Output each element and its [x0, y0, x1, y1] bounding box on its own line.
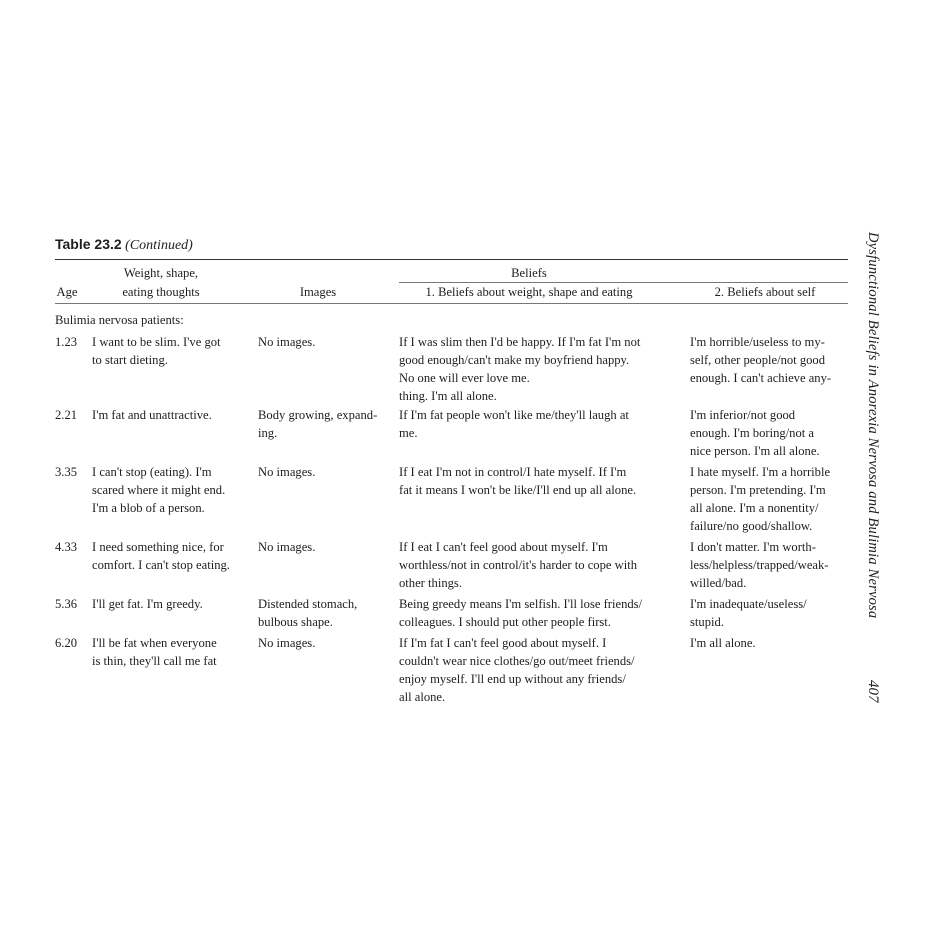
row-2-images	[258, 406, 386, 442]
row-1-beliefs-self-line: self, other people/not good	[690, 353, 826, 367]
row-5-beliefs-weight-line: colleagues. I should put other people first.	[399, 615, 611, 629]
row-4-age: 4.33	[55, 540, 78, 554]
row-5-images-line: Distended stomach,	[258, 597, 358, 611]
row-3-beliefs-self-line: failure/no good/shallow.	[690, 519, 813, 533]
row-4-beliefs-weight-line: If I eat I can't feel good about myself. I'm	[399, 540, 608, 554]
row-3-age: 3.35	[55, 465, 78, 479]
header-beliefs-weight: 1. Beliefs about weight, shape and eating	[425, 285, 633, 299]
row-2-images-line: ing.	[258, 426, 278, 440]
row-3-beliefs-self-line: I hate myself. I'm a horrible	[690, 465, 831, 479]
row-2-thoughts	[92, 406, 254, 424]
top-rule	[55, 259, 848, 260]
running-head	[863, 232, 885, 632]
row-2-beliefs-weight-line: If I'm fat people won't like me/they'll laugh at	[399, 408, 629, 422]
row-1-beliefs-self	[690, 333, 848, 387]
row-1-images	[258, 333, 386, 351]
table-number: Table 23.2	[55, 236, 122, 252]
row-5-beliefs-weight-line: Being greedy means I'm selfish. I'll lose friends/	[399, 597, 643, 611]
row-6-beliefs-weight	[399, 634, 684, 706]
row-4-thoughts	[92, 538, 254, 574]
row-2-age: 2.21	[55, 408, 78, 422]
row-4-thoughts-line: I need something nice, for	[92, 540, 224, 554]
row-1-beliefs-weight	[399, 333, 684, 405]
header-thoughts-line1: Weight, shape,	[123, 266, 199, 280]
row-1-beliefs-self-line: I'm horrible/useless to my-	[690, 335, 825, 349]
row-3-beliefs-self-line: person. I'm pretending. I'm	[690, 483, 826, 497]
row-3-images	[258, 463, 386, 481]
row-1-images-line: No images.	[258, 335, 316, 349]
row-3-beliefs-weight-line: If I eat I'm not in control/I hate myself. If I'm	[399, 465, 627, 479]
row-3-beliefs-self	[690, 463, 848, 535]
row-4-beliefs-weight	[399, 538, 684, 592]
header-bottom-rule	[55, 303, 848, 304]
row-3-beliefs-weight	[399, 463, 684, 499]
page-number	[863, 680, 885, 720]
row-3-thoughts-line: I can't stop (eating). I'm	[92, 465, 212, 479]
row-2-images-line: Body growing, expand-	[258, 408, 378, 422]
row-3-thoughts-line: scared where it might end.	[92, 483, 226, 497]
row-6-thoughts	[92, 634, 254, 670]
row-6-beliefs-self	[690, 634, 848, 652]
row-1-beliefs-weight-line: No one will ever love me.	[399, 371, 530, 385]
row-4-beliefs-self	[690, 538, 848, 592]
row-6-thoughts-line: I'll be fat when everyone	[92, 636, 217, 650]
row-1-beliefs-weight-line: If I was slim then I'd be happy. If I'm fat I'm not	[399, 335, 641, 349]
row-1-beliefs-weight-line: good enough/can't make my boyfriend happy.	[399, 353, 630, 367]
row-1-thoughts-line: to start dieting.	[92, 353, 168, 367]
row-1-thoughts	[92, 333, 254, 369]
section-label: Bulimia nervosa patients:	[55, 313, 184, 327]
row-4-beliefs-self-line: willed/bad.	[690, 576, 747, 590]
row-4-beliefs-self-line: less/helpless/trapped/weak-	[690, 558, 829, 572]
row-6-beliefs-weight-line: enjoy myself. I'll end up without any friends/	[399, 672, 626, 686]
row-4-beliefs-weight-line: other things.	[399, 576, 462, 590]
row-3-beliefs-self-line: all alone. I'm a nonentity/	[690, 501, 819, 515]
row-2-beliefs-weight-line: me.	[399, 426, 418, 440]
row-5-beliefs-self-line: stupid.	[690, 615, 724, 629]
row-2-beliefs-self-line: I'm inferior/not good	[690, 408, 796, 422]
row-5-images-line: bulbous shape.	[258, 615, 333, 629]
row-5-beliefs-self-line: I'm inadequate/useless/	[690, 597, 807, 611]
row-2-beliefs-weight	[399, 406, 684, 442]
row-6-images-line: No images.	[258, 636, 316, 650]
row-6-images	[258, 634, 386, 652]
header-images: Images	[299, 285, 337, 299]
row-5-thoughts-line: I'll get fat. I'm greedy.	[92, 597, 203, 611]
row-2-thoughts-line: I'm fat and unattractive.	[92, 408, 212, 422]
row-5-thoughts	[92, 595, 254, 613]
row-3-beliefs-weight-line: fat it means I won't be like/I'll end up all alone.	[399, 483, 637, 497]
table-continued-label: (Continued)	[125, 238, 193, 253]
row-5-beliefs-self	[690, 595, 848, 631]
row-5-beliefs-weight	[399, 595, 684, 631]
row-3-thoughts	[92, 463, 254, 517]
running-head-text: Dysfunctional Beliefs in Anorexia Nervosa and Bulimia Nervosa	[865, 232, 881, 619]
row-6-beliefs-weight-line: couldn't wear nice clothes/go out/meet friends/	[399, 654, 635, 668]
row-1-beliefs-self-line: enough. I can't achieve any-	[690, 371, 832, 385]
header-age: Age	[56, 285, 78, 299]
header-beliefs: Beliefs	[511, 266, 547, 280]
header-thoughts-line2: eating thoughts	[122, 285, 200, 299]
row-4-beliefs-self-line: I don't matter. I'm worth-	[690, 540, 816, 554]
row-1-age: 1.23	[55, 335, 78, 349]
row-2-beliefs-self-line: enough. I'm boring/not a	[690, 426, 814, 440]
row-4-images	[258, 538, 386, 556]
row-4-beliefs-weight-line: worthless/not in control/it's harder to cope with	[399, 558, 638, 572]
row-6-thoughts-line: is thin, they'll call me fat	[92, 654, 217, 668]
row-3-thoughts-line: I'm a blob of a person.	[92, 501, 205, 515]
row-6-beliefs-self-line: I'm all alone.	[690, 636, 756, 650]
row-6-age: 6.20	[55, 636, 78, 650]
row-4-thoughts-line: comfort. I can't stop eating.	[92, 558, 230, 572]
row-2-beliefs-self	[690, 406, 848, 460]
row-1-beliefs-weight-line: thing. I'm all alone.	[399, 389, 497, 403]
row-2-beliefs-self-line: nice person. I'm all alone.	[690, 444, 820, 458]
row-4-images-line: No images.	[258, 540, 316, 554]
row-5-images	[258, 595, 386, 631]
row-1-thoughts-line: I want to be slim. I've got	[92, 335, 221, 349]
page-number-text: 407	[865, 680, 881, 703]
row-3-images-line: No images.	[258, 465, 316, 479]
row-6-beliefs-weight-line: all alone.	[399, 690, 446, 704]
row-5-age: 5.36	[55, 597, 78, 611]
table-caption	[55, 236, 193, 254]
row-6-beliefs-weight-line: If I'm fat I can't feel good about myself. I	[399, 636, 607, 650]
header-beliefs-self: 2. Beliefs about self	[714, 285, 816, 299]
